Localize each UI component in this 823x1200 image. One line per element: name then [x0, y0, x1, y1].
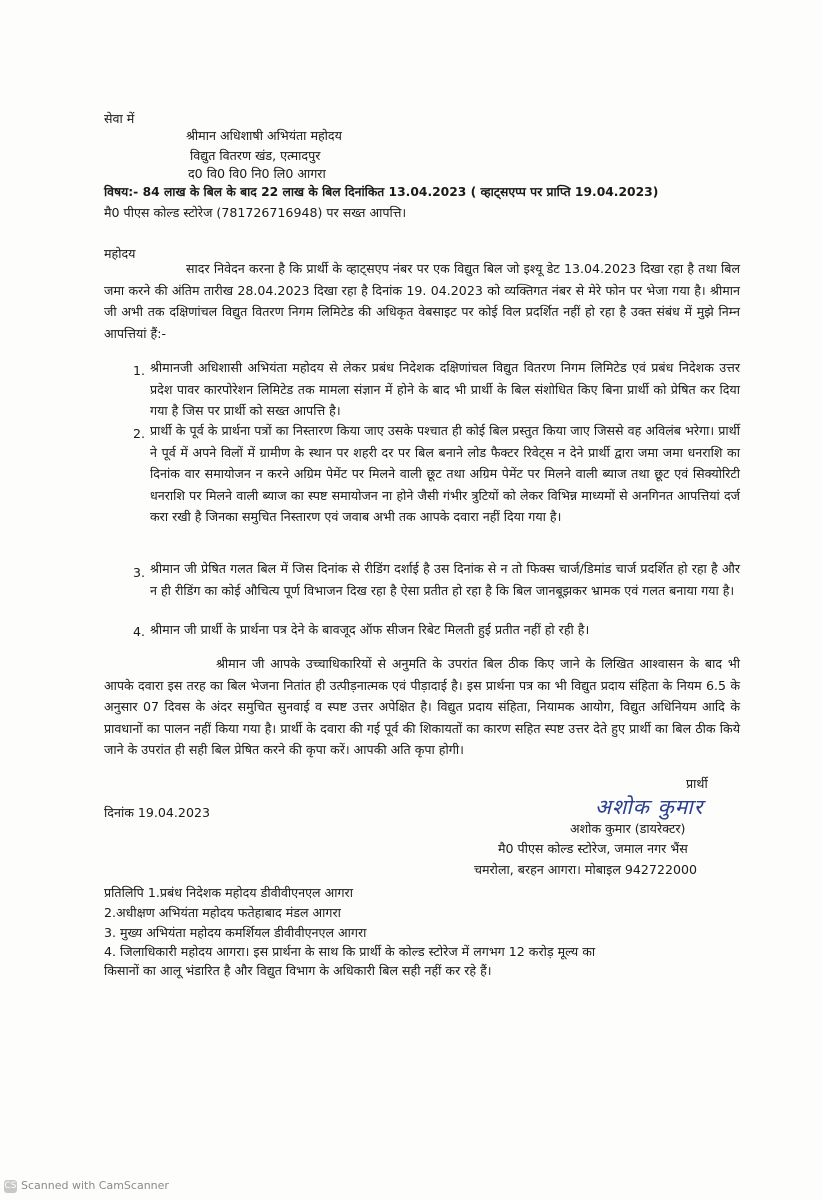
- point-number-1: 1.: [133, 363, 146, 378]
- point-text-4: श्रीमान जी प्रार्थी के प्रार्थना पत्र देने के बावजूद ऑफ सीजन रिबेट मिलती हुई प्रतीत नहीं हो रही है।: [150, 622, 590, 637]
- recipient-line-1: श्रीमान अधिशाषी अभियंता महोदय: [186, 128, 342, 143]
- point-number-3: 3.: [133, 565, 146, 580]
- camscanner-logo-icon: CS: [4, 1180, 17, 1191]
- copy-line-2: 2.अधीक्षण अभियंता महोदय फतेहाबाद मंडल आगरा: [104, 905, 341, 920]
- point-number-4: 4.: [133, 624, 146, 639]
- intro-paragraph: सादर निवेदन करना है कि प्रार्थी के व्हाट्सएप नंबर पर एक विद्युत बिल जो इश्यू डेट 13.04.2023 दिखा रहा है तथा बिल जमा करने की अंतिम तारीख 28.04.2023 दिखा रहा है दिनांक 19. 04.2023 को व्यक्तिगत नंबर से मेरे फोन पर भेजा गया है। श्रीमान जी अभी तक दक्षिणांचल विद्युत वितरण निगम लिमिटेड की अधिकृत वेबसाइट पर कोई विल प्रदर्शित नहीं हो रहा है उक्त संबंध में मुझे निम्न आपत्तियां हैं:-: [104, 261, 740, 341]
- sender-firm: मै0 पीएस कोल्ड स्टोरेज, जमाल नगर भैंस: [498, 841, 688, 856]
- recipient-line-3: द0 वि0 वि0 नि0 लि0 आगरा: [188, 166, 326, 181]
- greeting: महोदय: [104, 246, 136, 261]
- point-text-3: श्रीमान जी प्रेषित गलत बिल में जिस दिनांक से रीडिंग दर्शाई है उस दिनांक से न तो फिक्स चार्ज/डिमांड चार्ज प्रदर्शित हो रहा है और न ही रीडिंग का कोई औचित्य पूर्ण विभाजन दिख रहा है ऐसा प्रतीत हो रहा है कि बिल जानबूझकर भ्रामक एवं गलत बनाया गया है।: [150, 561, 740, 598]
- applicant-label: प्रार्थी: [686, 776, 708, 791]
- salutation-to: सेवा में: [104, 111, 135, 126]
- copy-line-4: 4. जिलाधिकारी महोदय आगरा। इस प्रार्थना के साथ कि प्रार्थी के कोल्ड स्टोरेज में लगभग 12 करोड़ मूल्य का: [104, 944, 596, 959]
- copy-line-3: 3. मुख्य अभियंता महोदय कमर्शियल डीवीवीएनएल आगरा: [104, 925, 367, 940]
- copy-line-1: प्रतिलिपि 1.प्रबंध निदेशक महोदय डीवीवीएनएल आगरा: [104, 885, 353, 900]
- letter-date: दिनांक 19.04.2023: [104, 805, 210, 820]
- recipient-line-2: विद्युत वितरण खंड, एत्मादपुर: [190, 148, 321, 163]
- sender-name: अशोक कुमार (डायरेक्टर): [570, 821, 686, 836]
- point-text-2: प्रार्थी के पूर्व के प्रार्थना पत्रों का निस्तारण किया जाए उसके पश्चात ही कोई बिल प्रस्तुत किया जाए जिससे वह अविलंब भरेगा। प्रार्थी ने पूर्व में अपने विलों में ग्रामीण के स्थान पर शहरी दर पर बिल बनाने लोड फैक्टर रिवेट्स न देने प्रार्थी द्वारा जमा जमा धनराशि का दिनांक वार समायोजन न करने अग्रिम पेमेंट पर मिलने वाली छूट तथा अग्रिम पेमेंट पर मिलने वाली ब्याज तथा छूट एवं सिक्योरिटी धनराशि पर मिलने वाली ब्याज का स्पष्ट समायोजन ना होने जैसी गंभीर त्रुटियों को लेकर विभिन्न माध्यमों से अनगिनत आपत्तियां दर्ज करा रखी है जिनका समुचित निस्तारण एवं जवाब अभी तक आपके दवारा नहीं दिया गया है।: [150, 423, 740, 524]
- point-number-2: 2.: [133, 426, 146, 441]
- sender-address: चमरोला, बरहन आगरा। मोबाइल 942722000: [474, 862, 698, 877]
- camscanner-watermark: [4, 1179, 169, 1193]
- subject-line-2: मै0 पीएस कोल्ड स्टोरेज (781726716948) पर सख्त आपत्ति।: [104, 205, 407, 220]
- subject-line-1: विषय:- 84 लाख के बिल के बाद 22 लाख के बिल दिनांकित 13.04.2023 ( व्हाट्सएप्प पर प्राप्ति 19.04.2023): [104, 185, 659, 199]
- camscanner-text: Scanned with CamScanner: [21, 1179, 169, 1192]
- copy-line-5: किसानों का आलू भंडारित है और विद्युत विभाग के अधिकारी बिल सही नहीं कर रहे हैं।: [104, 963, 492, 978]
- point-text-1: श्रीमानजी अधिशासी अभियंता महोदय से लेकर प्रबंध निदेशक दक्षिणांचल विद्युत वितरण निगम लिमिटेड एवं प्रबंध निदेशक उत्तर प्रदेश पावर कारपोरेशन लिमिटेड तक मामला संज्ञान में होने के बाद भी प्रार्थी के बिल संशोधित किए बिना प्रार्थी को प्रेषित कर दिया गया है जिस पर प्रार्थी को सख्त आपत्ति है।: [150, 360, 740, 418]
- closing-paragraph: श्रीमान जी आपके उच्चाधिकारियों से अनुमति के उपरांत बिल ठीक किए जाने के लिखित आश्वासन के बाद भी आपके दवारा इस तरह का बिल भेजना नितांत ही उत्पीड़नात्मक एवं पीड़ादाई है। इस प्रार्थना पत्र का भी विद्युत प्रदाय संहिता के नियम 6.5 के अनुसार 07 दिवस के अंदर समुचित सुनवाई व स्पष्ट उत्तर अपेक्षित है। विद्युत प्रदाय संहिता, नियामक आयोग, विद्युत अधिनियम आदि के प्रावधानों का पालन नहीं किया गया है। प्रार्थी के दवारा की गई पूर्व की शिकायतों का कारण सहित स्पष्ट उत्तर देते हुए प्रार्थी का बिल ठीक किये जाने के उपरांत ही सही बिल प्रेषित करने की कृपा करें। आपकी अति कृपा होगी।: [104, 656, 740, 757]
- handwritten-signature: अशोक कुमार: [595, 795, 704, 819]
